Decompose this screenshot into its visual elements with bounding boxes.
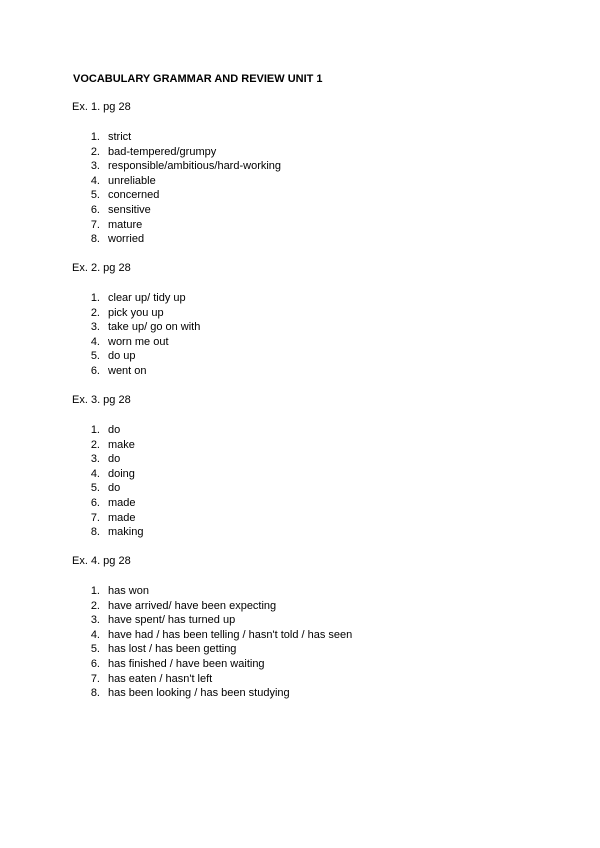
item-number: 2. bbox=[90, 599, 100, 612]
item-number: 5. bbox=[90, 643, 100, 656]
item-number: 3. bbox=[90, 453, 100, 466]
item-number: 8. bbox=[90, 526, 100, 539]
document-title: VOCABULARY GRAMMAR AND REVIEW UNIT 1 bbox=[73, 73, 323, 85]
item-text: take up/ go on with bbox=[108, 321, 201, 334]
item-number: 4. bbox=[90, 335, 100, 348]
section-heading-ex3: Ex. 3. pg 28 bbox=[72, 394, 131, 406]
item-number: 5. bbox=[90, 189, 100, 202]
item-number: 4. bbox=[90, 628, 100, 641]
section-heading-ex4: Ex. 4. pg 28 bbox=[72, 555, 131, 567]
item-number: 1. bbox=[90, 292, 100, 304]
item-number: 3. bbox=[90, 160, 100, 173]
item-number: 6. bbox=[90, 364, 100, 377]
item-number: 4. bbox=[90, 467, 100, 480]
item-number: 8. bbox=[90, 687, 100, 700]
item-number: 8. bbox=[90, 233, 100, 246]
item-text: do bbox=[108, 424, 121, 436]
item-text: worried bbox=[108, 233, 145, 246]
item-number: 6. bbox=[90, 203, 100, 216]
item-text: worn me out bbox=[108, 335, 169, 348]
item-text: has won bbox=[108, 585, 149, 597]
item-number: 7. bbox=[90, 672, 100, 685]
item-text: do bbox=[108, 482, 121, 495]
item-number: 7. bbox=[90, 511, 100, 524]
item-text: do bbox=[108, 453, 121, 466]
item-number: 5. bbox=[90, 482, 100, 495]
item-number: 2. bbox=[90, 145, 100, 158]
item-text: unreliable bbox=[108, 174, 156, 187]
item-text: make bbox=[108, 438, 135, 451]
item-text: has lost / has been getting bbox=[108, 643, 237, 656]
section-heading-ex2: Ex. 2. pg 28 bbox=[72, 262, 131, 274]
item-number: 6. bbox=[90, 657, 100, 670]
item-text: made bbox=[108, 496, 136, 509]
section-heading-ex1: Ex. 1. pg 28 bbox=[72, 101, 131, 113]
item-text: responsible/ambitious/hard-working bbox=[108, 160, 282, 173]
item-text: sensitive bbox=[108, 203, 151, 216]
item-text: have arrived/ have been expecting bbox=[108, 599, 277, 612]
item-number: 1. bbox=[90, 424, 100, 436]
item-number: 2. bbox=[90, 438, 100, 451]
item-text: mature bbox=[108, 218, 143, 231]
item-text: clear up/ tidy up bbox=[108, 292, 186, 304]
item-text: concerned bbox=[108, 189, 160, 202]
item-number: 3. bbox=[90, 321, 100, 334]
item-number: 1. bbox=[90, 585, 100, 597]
item-number: 2. bbox=[90, 306, 100, 319]
item-text: pick you up bbox=[108, 306, 164, 319]
item-text: have had / has been telling / hasn't told / has seen bbox=[108, 628, 353, 641]
item-number: 3. bbox=[90, 614, 100, 627]
item-text: made bbox=[108, 511, 136, 524]
item-number: 6. bbox=[90, 496, 100, 509]
item-text: have spent/ has turned up bbox=[108, 614, 236, 627]
item-text: do up bbox=[108, 350, 136, 363]
item-text: making bbox=[108, 526, 144, 539]
item-text: went on bbox=[108, 364, 147, 377]
item-number: 5. bbox=[90, 350, 100, 363]
item-number: 1. bbox=[90, 131, 100, 143]
item-number: 4. bbox=[90, 174, 100, 187]
item-text: has been looking / has been studying bbox=[108, 687, 290, 700]
item-text: doing bbox=[108, 467, 135, 480]
item-text: strict bbox=[108, 131, 132, 143]
item-number: 7. bbox=[90, 218, 100, 231]
item-text: has finished / have been waiting bbox=[108, 657, 265, 670]
item-text: has eaten / hasn't left bbox=[108, 672, 213, 685]
item-text: bad-tempered/grumpy bbox=[108, 145, 217, 158]
